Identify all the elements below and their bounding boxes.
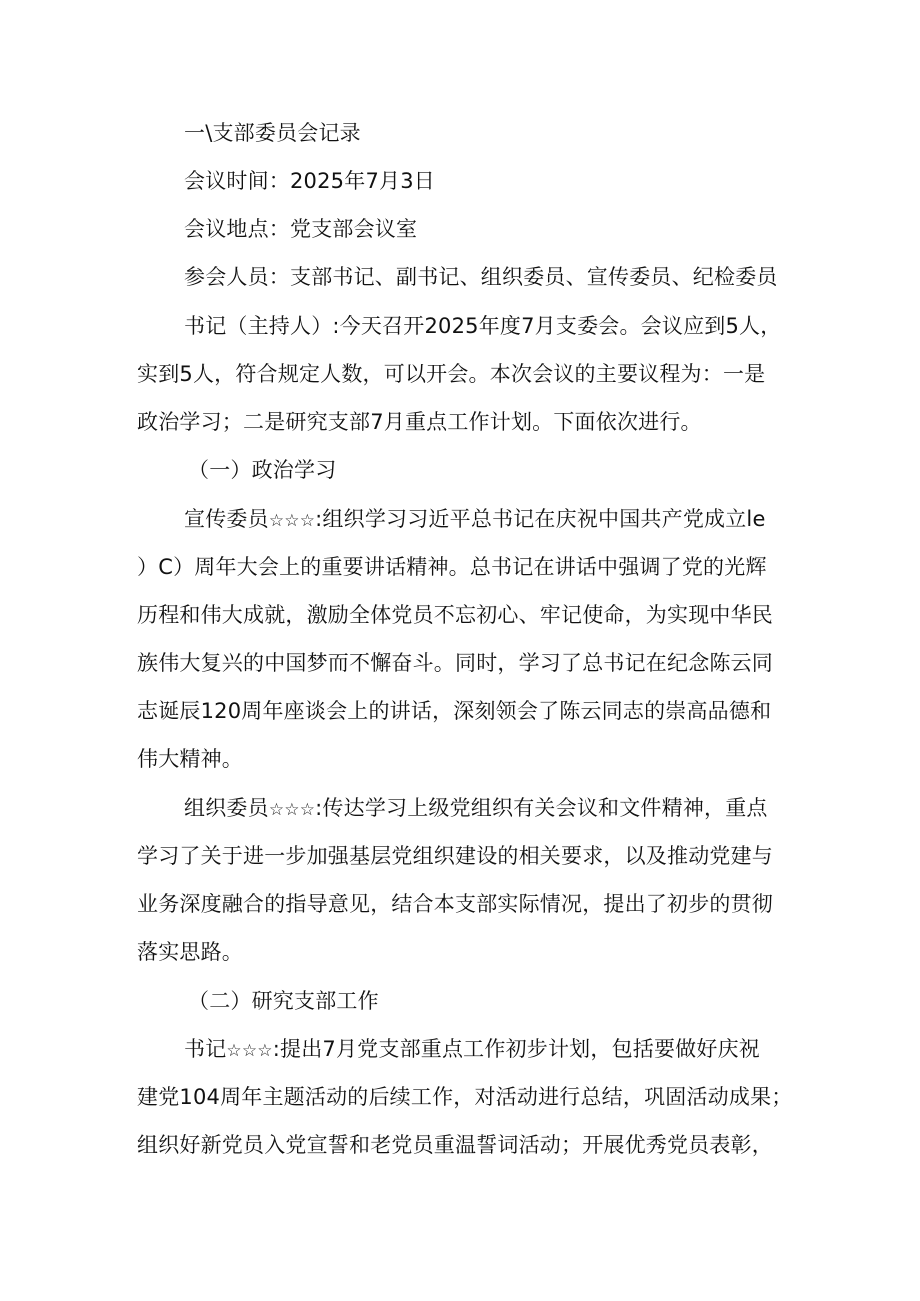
secretary-line-1	[184, 1034, 760, 1066]
speaker-organization: 组织委员	[184, 796, 269, 820]
secretary-line-1-text: :提出7月党支部重点工作初步计划，包括要做好庆祝	[272, 1037, 760, 1061]
secretary-line-2: 建党104周年主题活动的后续工作，对活动进行总结，巩固活动成果；	[137, 1085, 793, 1109]
speaker-publicity: 宣传委员	[184, 507, 269, 531]
redaction-stars: ☆☆☆	[268, 800, 316, 820]
organization-line-1-text: :传达学习上级党组织有关会议和文件精神，重点	[315, 796, 768, 820]
publicity-line-1	[184, 504, 766, 536]
redaction-stars: ☆☆☆	[268, 511, 316, 531]
organization-line-3: 业务深度融合的指导意见，结合本支部实际情况，提出了初步的贯彻	[137, 892, 773, 916]
publicity-line-6: 伟大精神。	[137, 747, 243, 771]
publicity-line-1-text: :组织学习习近平总书记在庆祝中国共产党成立le	[315, 507, 766, 531]
publicity-line-3: 历程和伟大成就，激励全体党员不忘初心、牢记使命，为实现中华民	[137, 603, 773, 627]
attendees: 参会人员：支部书记、副书记、组织委员、宣传委员、纪检委员	[184, 265, 778, 289]
meeting-place: 会议地点：党支部会议室	[184, 217, 418, 241]
publicity-line-4: 族伟大复兴的中国梦而不懈奋斗。同时，学习了总书记在纪念陈云同	[137, 651, 773, 675]
opening-line-2: 实到5人，符合规定人数，可以开会。本次会议的主要议程为：一是	[137, 362, 766, 386]
redaction-stars: ☆☆☆	[226, 1041, 273, 1061]
section-heading-branch-work: （二）研究支部工作	[188, 989, 379, 1013]
publicity-line-5: 志诞辰120周年座谈会上的讲话，深刻领会了陈云同志的崇高品德和	[137, 699, 772, 723]
speaker-secretary: 书记	[184, 1037, 227, 1061]
document-title: 一\支部委员会记录	[184, 121, 361, 145]
opening-line-1: 书记（主持人）:今天召开2025年度7月支委会。会议应到5人，	[184, 314, 782, 338]
organization-line-4: 落实思路。	[137, 940, 243, 964]
organization-line-1	[184, 793, 768, 825]
organization-line-2: 学习了关于进一步加强基层党组织建设的相关要求，以及推动党建与	[137, 844, 773, 868]
secretary-line-3: 组织好新党员入党宣誓和老党员重温誓词活动；开展优秀党员表彰，	[137, 1133, 773, 1157]
meeting-time: 会议时间：2025年7月3日	[184, 169, 435, 193]
opening-line-3: 政治学习；二是研究支部7月重点工作计划。下面依次进行。	[137, 410, 702, 434]
section-heading-political-study: （一）政治学习	[188, 458, 337, 482]
publicity-line-2: ）C）周年大会上的重要讲话精神。总书记在讲话中强调了党的光辉	[137, 555, 767, 579]
